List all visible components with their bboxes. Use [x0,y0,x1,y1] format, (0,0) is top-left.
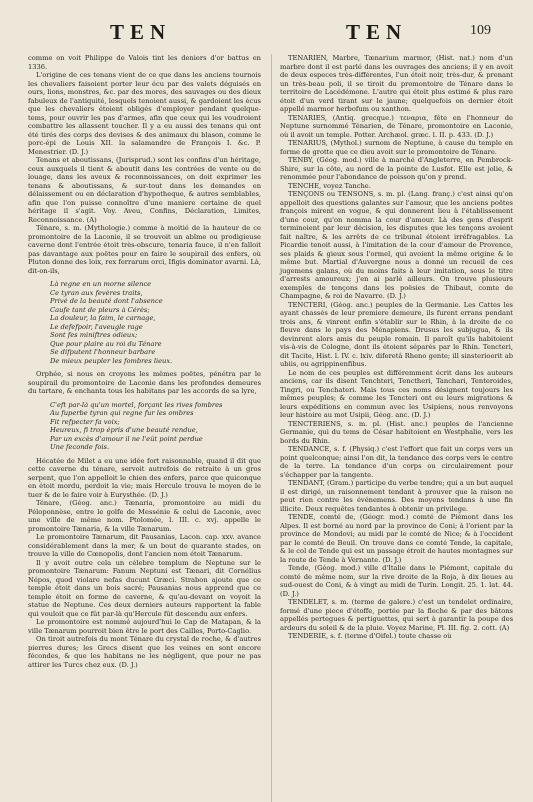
entry-paragraph: Le promontoire Tænarum, dit Pausanias, Lacon. cap. xxv. avance considérablement dans la mer, & un bout de quarante stades, on trouve la ville de Cœnopolis, dont l'ancien nom étoit Tænarum. [28,533,261,558]
entry-paragraph: TENÇONS ou TENSONS, s. m. pl. (Lang. franç.) c'est ainsi qu'on appelloit des questions galantes sur l'amour, que les anciens poëtes françois mirent en vogue, & qui donnerent lieu à l'établissement d'une cour, qu'on nomma la cour d'amour. Là des gens d'esprit terminoient par leur décision, les disputes que les tençons avoient fait naître, & les arrêts de ce tribunal étoient irréfragables. La Picardie tenoit aussi, à l'imitation de la cour d'amour de Provence, ses plaids & gieux sous l'ormel, qui avoient la même origine & le même but. Martial d'Auvergne nous a donné un recueil de ces jugemens galans, où du moins faits à leur imitation, sous le titre d'arrests amoureux; j'en ai parlé ailleurs. On trouve plusieurs exemples de tençons dans les poësies de Thibaut, comte de Champagne, & roi de Navarre. (D. J.) [280,190,513,300]
page-number: 109 [470,23,491,38]
entry-paragraph: On tiroit autrefois du mont Ténare du crystal de roche, & d'autres pierres dures; les Grecs disent que les veines en sont encore fécondes, & que les habitans ne les négligent, que pour ne pas attirer les Turcs chez eux. (D. J.) [28,635,261,669]
left-column [28,54,261,802]
entry-paragraph: Tende, (Géog. mod.) ville d'Italie dans le Piémont, capitale du comté de même nom, sur la rive droite de la Roja, à dix lieues au sud-ouest de Coni, & à vingt au midi de Turin. Longit. 25. 1. lat. 44. (D. J.) [280,564,513,598]
verse-line: Que pour plaire au roi du Ténare [50,339,162,348]
entry-paragraph: TENDANT, (Gram.) participe du verbe tendre; qui a un but auquel il est dirigé, un raisonnement tendant à prouver que la raison ne peut rien contre les événemens. Des moyens tendans à une fin illicite. Deux requêtes tendantes à obtenir un privilege. [280,479,513,513]
verse-line: Sont fes miniftres odieux; [50,331,138,339]
entry-paragraph: Orphée, si nous en croyons les mêmes poëtes, pénétra par le soupirail du promontoire de Laconie dans les profondes demeures du tartare, & enchanta tous les habitans par les accords de sa lyre, [28,370,261,395]
entry-paragraph: TENBY, (Géog. mod.) ville à marché d'Angleterre, en Pembrock-Shire, sur la côte, au nord de la pointe de Lusfot. Elle est jolie, & renommée pour l'abondance de poisson qu'on y prend. [280,156,513,181]
verse-line: Au fuperbe tyran qui regne fur les ombres [50,409,194,417]
entry-paragraph: L'origine de ces tenans vient de ce que dans les anciens tournois les chevaliers faisoient porter leur écu par des valets déguisés en ours, lions, monstres, &c. par des mores, des sauvages ou des dieux fabuleux de l'antiquité, lesquels tenoient aussi, & gardoient les écus que les chevaliers étoient obligés d'employer pendant quelque-tems, pour ouvrir les pas d'armes, afin que ceux qui les voudroient combattre les allassent toucher. Il y a eu aussi des tenans qui ont été tirés des corps des devises & des animaux du blason, comme le porc-épi de Louis XII. la salamandre de François I. &c. P. Menestrier. (D. J.) [28,71,261,156]
verse-line: Là regne en un morne silence [50,280,152,288]
entry-paragraph: comme on voit Philippe de Valois tint les deniers d'or battus en 1336. [28,54,261,71]
verse-line: Caufe tant de pleurs à Cérès; [50,305,150,314]
running-head-right: TEN [346,20,408,44]
page-header [28,18,513,48]
entry-paragraph: Il y avoit outre cela un célebre templum de Neptune sur le promontoire Tænarum: Fanum Neptuni est Tænari, dit Cornélius Népos, quod violare nefas ducunt Græci. Strabon ajoute que ce temple étoit dans un bois sacré; Pausanias nous apprend que ce temple étoit en forme de caverne, & qu'au-devant on voyoit la statue de Neptune. Ces deux derniers auteurs rapportent la fable qui vouloit que ce fût par-là qu'Hercule fût descendu aux enfers. [28,558,261,618]
verse-line: Fit refpecter fa voix; [50,417,120,426]
verse-line: De mieux peupler les fombres lieux. [50,356,173,365]
entry-paragraph: Ténare, s. m. (Mythologie.) comme à moitié de la hauteur de ce promontoire de la Laconie, il se trouvoit un abîme ou prodigieuse caverne dont l'entrée étoit très-obscure, tenaria fauce, il n'en falloit pas davantage aux poëtes pour en faire le soupirail des enfers, où Pluton donne des loix, rex ferrarum orci, Ifigis dominator avarni. Là, dit-on-ils, [28,224,261,275]
entry-paragraph: TENDERIE, s. f. (terme d'Oifel.) toute chasse où [288,632,452,640]
right-column [271,54,513,802]
entry-paragraph: TENARIUS, (Mythol.) surnom de Neptune, à cause du temple en forme de grotte que ce dieu avoit sur le promontoire de Ténare. [280,139,513,156]
entry-paragraph: Hécatée de Milet a eu une idée fort raisonnable, quand il dit que cette caverne du ténare, servoit autrefois de retraite à un gros serpent, que l'on appelloit le chien des enfers, parce que quiconque en étoit mordu, perdoit la vie; mais Hercule trouva le moyen de le tuer & de le faire voir à Eurysthée. (D. J.) [28,456,261,499]
verse-line: Le defefpoir, l'aveugle rage [50,322,143,331]
verse-line: Une feconde fois. [50,443,110,451]
entry-paragraph: TENDE, comté de, (Géogr. mod.) comté de Piémont dans les Alpes. Il est borné au nord par la province de Coni; à l'orient par la province de Mondovi; au midi par le comté de Nice; & à l'occident par le comté de Beuil. On trouve dans ce comté Tende, la capitale, & le col de Tende qui est un passage étroit de hautes montagnes sur la route de Tende à Vernante. (D. J.) [280,513,513,564]
entry-paragraph: TENARIES, (Antiq. grecque.) τεναρια, fête en l'honneur de Neptune surnommé Ténarien, de Ténare, promontoire en Laconie, où il avoit un temple. Potter. Archæol. græc. l. II. p. 433. (D. J.) [280,113,513,139]
text-columns [28,54,513,802]
verse-line: Ce tyran aux fevères traits, [50,288,143,297]
verse-line: La douleur, la faim, le carnage, [50,314,156,322]
verse-quotation [50,280,261,365]
entry-paragraph: TENCTERI, (Géog. anc.) peuples de la Germanie. Les Cattes les ayant chassés de leur premiere demeure, ils furent errans pendant trois ans, & vinrent enfin s'établir sur le Rhin, à la droite de ce fleuve dans le pays des Ménapiens. Drusus les subjugua, & ils devinrent alors amis du peuple romain. Il paroît qu'ils habitoient vis-à-vis de Cologne, dont ils étoient séparés par le Rhin. Tencteri, dit Tacite, Hist. l. IV. c. lxiv. diferetâ Rheno gente; ill sinsterioerit ab ubiis, ou agrippinenfibus. [280,300,513,368]
verse-line: C'eft par-là qu'un mortel, forçant les rives fombres [50,400,223,409]
entry-paragraph: Ténare, (Géog. anc.) Tænaria, promontoire au midi du Péloponnèse, entre le golfe de Messénie & celui de Laconie, avec une ville de même nom. Ptolomée, l. III. c. xvj. appelle le promontoire Tænaria, & la ville Tænarum. [28,499,261,533]
entry-paragraph: Tenans et aboutissans, (Jurisprud.) sont les confins d'un héritage, ceux auxquels il tient & aboutit dans les contrées de vente ou de louage, dans les aveux & reconnoissances, on doit exprimer les tenans & aboutissans, & sur-tout dans les demandes en délaissement ou en déclaration d'hypotheque, & autres semblables, afin que l'on puisse connoître d'une maniere certaine de quel héritage il s'agit. Voy. Aveu, Confins, Déclaration, Limites, Reconnoissance. (A) [28,156,261,224]
entry-paragraph: TENCTERIENS, s. m. pl. (Hist. anc.) peuples de l'ancienne Germanie, qui du tems de César habitoient en Westphalie, vers les bords du Rhin. [280,419,513,445]
entry-paragraph: TENDANCE, s. f. (Physiq.) c'est l'effort que fait un corps vers un point quelconque; ainsi l'on dit, la tendance des corps vers le centre de la terre. La tendance d'un corps ou circulairement pour s'échapper par la tangente. [280,445,513,479]
running-head-left: TEN [110,20,172,44]
verse-line: Se difputent l'honneur barbare [50,348,156,356]
verse-line: Privé de la beauté dont l'absence [50,297,163,305]
entry-paragraph: TENARIEN, Marbre, Tænarium marmor, (Hist. nat.) nom d'un marbre dont il est parlé dans les ouvrages des anciens; il y en avoit de deux especes très-différentes, l'un étoit noir, très-dur, & prenant un très-beau poli, il se tiroit du promontoire de Ténare dans le territoire de Lacédémone. L'autre qui étoit plus estimé & plus rare étoit d'un verd tirant sur le jaune; quelquefois on dernier étoit appellé marmor herbofum ou xanthon. [280,54,513,113]
entry-paragraph: TENCHE, voyez Tanche. [288,181,371,190]
verse-line: Par un excès d'amour il ne l'eût point perdue [50,434,203,443]
verse-quotation [50,401,261,452]
entry-paragraph: TENDELET, s. m. (terme de galere.) c'est un tendelet ordinaire, formé d'une piece d'étoffe, portée par la fleche & par des bâtons appellés pertegues & pertiguettes, qui sert à garantir la poupe des ardeurs du soleil & de la pluie. Voyez Marine, Pl. III. fig. 2. cott. (A) [280,598,513,632]
entry-paragraph: Le nom de ces peuples est différemment écrit dans les auteurs anciens, car ils disent Tenchteri, Tenctheri, Tanchari, Tenteroides, Tingri, ou Tenchateri. Mais tous ces noms désignent toujours les mêmes peuples; & comme les Tencteri ont eu leurs migrations & leurs expéditions en commun avec les Usipiens, nous renvoyons leur histoire au mot Usipii, Géog. anc. (D. J.) [280,368,513,419]
entry-paragraph: Le promontoire est nommé aujourd'hui le Cap de Matapan, & la ville Tænarum pourroit bien être le port des Cailles, Porto-Caglio. [28,618,261,635]
verse-line: Heureux, fi trop épris d'une beauté rendue, [50,426,198,434]
